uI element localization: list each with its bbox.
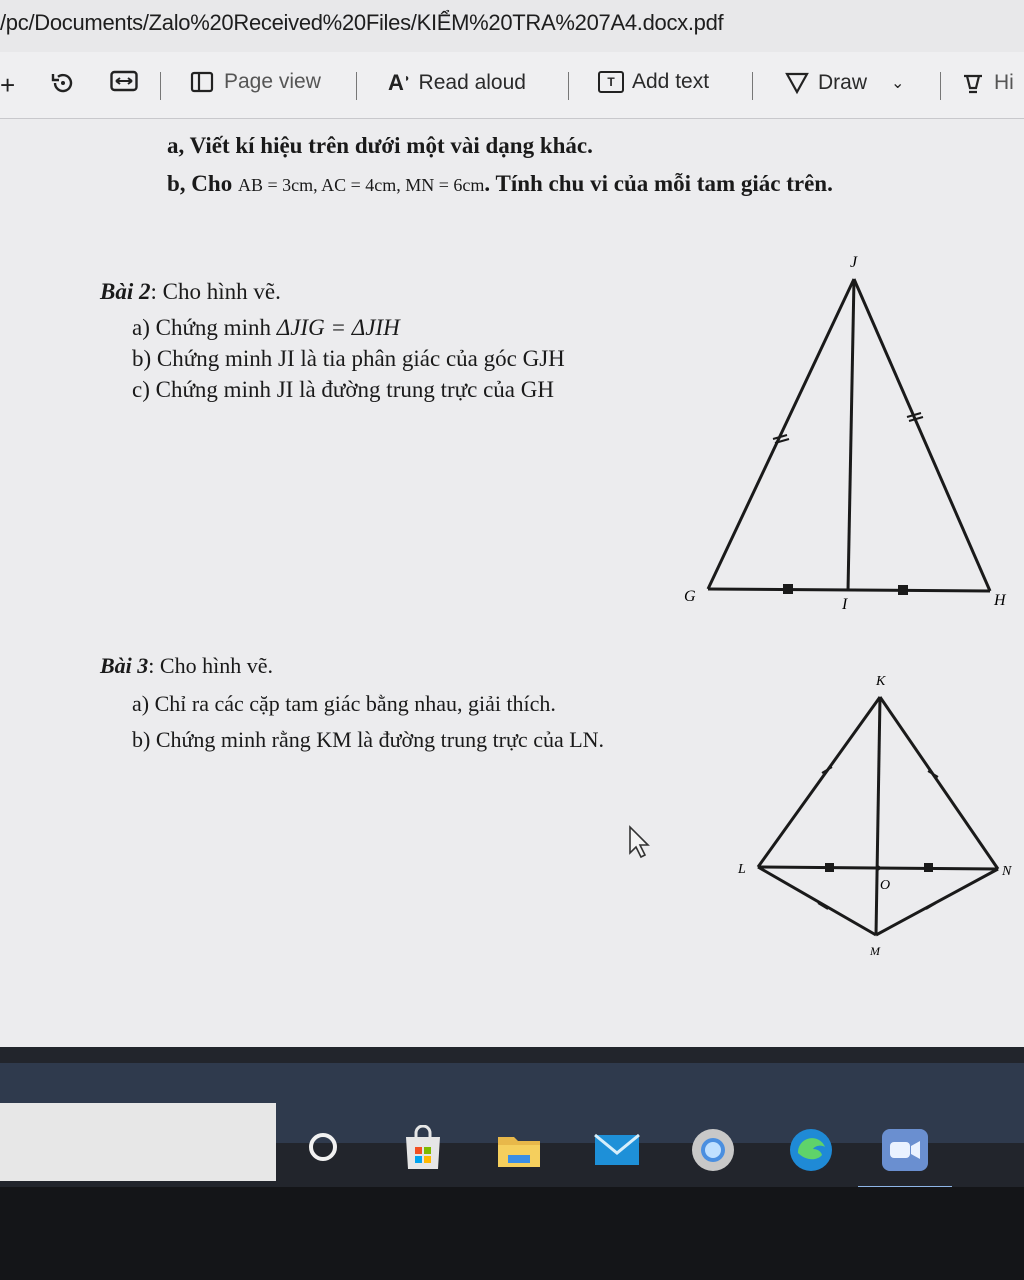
- bai1-part-b: [167, 171, 833, 197]
- label-n: N: [1002, 864, 1012, 879]
- page-view-label: Page view: [224, 70, 321, 93]
- zoom-in-icon[interactable]: +: [0, 70, 16, 100]
- chevron-down-icon[interactable]: ⌄: [891, 75, 905, 92]
- bai2-item-a: [132, 315, 400, 341]
- bai1-part-b-prefix: b, Cho: [167, 171, 238, 196]
- segment-ji: [848, 279, 854, 591]
- pdf-toolbar: [0, 52, 1024, 119]
- segment-kn: [880, 697, 998, 869]
- bai2-item-a-math: ΔJIG = ΔJIH: [276, 315, 400, 340]
- highlight-label: Hi: [994, 71, 1014, 94]
- store-icon[interactable]: [398, 1125, 448, 1175]
- add-text-icon: T: [598, 71, 624, 93]
- bai3-item-b-text: Chứng minh rằng KM là đường trung trực của LN.: [155, 727, 605, 752]
- label-m: M: [870, 944, 880, 958]
- bai2-item-b: [132, 346, 565, 372]
- bai2-item-c: [132, 377, 554, 403]
- segment-jg: [708, 279, 854, 589]
- search-circle-icon[interactable]: [298, 1125, 348, 1175]
- bai2-item-b-text: Chứng minh JI là tia phân giác của góc GJH: [156, 346, 565, 371]
- bai3-item-a: [132, 691, 556, 717]
- add-text-label: Add text: [632, 70, 710, 93]
- label-g: G: [684, 588, 696, 605]
- bai3-item-a-marker: a): [132, 691, 150, 716]
- bai2-heading: [100, 279, 281, 305]
- bai3-item-a-text: Chỉ ra các cặp tam giác bằng nhau, giải thích.: [154, 691, 556, 716]
- label-j: J: [850, 254, 858, 271]
- read-aloud-button[interactable]: [388, 70, 526, 96]
- segment-kl: [758, 697, 880, 867]
- bai2-title: Bài 2: [100, 279, 151, 304]
- fit-width-icon[interactable]: [110, 70, 138, 92]
- read-aloud-icon: A◗: [388, 70, 411, 95]
- pdf-page[interactable]: [0, 119, 1024, 1047]
- monitor-bezel: [0, 1187, 1024, 1280]
- bai2-item-c-marker: c): [132, 377, 150, 402]
- chrome-icon[interactable]: [688, 1125, 738, 1175]
- bai2-intro: : Cho hình vẽ.: [150, 279, 281, 304]
- file-explorer-icon[interactable]: [494, 1125, 544, 1175]
- label-k: K: [876, 674, 886, 689]
- highlight-icon: [960, 70, 986, 96]
- bai3-item-b: [132, 727, 604, 753]
- bai2-item-c-text: Chứng minh JI là đường trung trực của GH: [155, 377, 554, 402]
- bai2-triangle-figure: [680, 249, 1020, 619]
- bai1-part-b-math: AB = 3cm, AC = 4cm, MN = 6cm: [237, 175, 485, 195]
- draw-button[interactable]: [784, 70, 904, 96]
- bai3-heading: [100, 653, 273, 679]
- taskbar-search-box[interactable]: [0, 1103, 276, 1181]
- url-text[interactable]: /pc/Documents/Zalo%20Received%20Files/KIỂM%20TRA%207A4.docx.pdf: [0, 10, 724, 35]
- bai2-item-a-text: Chứng minh: [155, 315, 277, 340]
- segment-km: [876, 697, 880, 935]
- bai2-item-b-marker: b): [132, 346, 152, 371]
- segment-gh: [708, 589, 990, 591]
- bai3-intro: : Cho hình vẽ.: [148, 653, 273, 678]
- segment-lm: [758, 867, 876, 935]
- draw-icon: [784, 70, 810, 96]
- bai1-part-a: a, Viết kí hiệu trên dưới một vài dạng khác.: [167, 133, 593, 158]
- bai2-item-a-marker: a): [132, 315, 150, 340]
- read-aloud-label: Read aloud: [418, 71, 526, 94]
- label-o: O: [880, 878, 891, 893]
- highlight-button[interactable]: [960, 70, 1014, 96]
- label-l: L: [738, 862, 746, 877]
- add-text-button[interactable]: [598, 70, 709, 94]
- edge-icon[interactable]: [786, 1125, 836, 1175]
- draw-label: Draw: [818, 71, 868, 94]
- segment-nm: [876, 869, 998, 935]
- mail-icon[interactable]: [592, 1125, 642, 1175]
- page-view-button[interactable]: [190, 70, 321, 94]
- bai1-part-b-suffix: . Tính chu vi của mỗi tam giác trên.: [484, 171, 833, 196]
- bai3-title: Bài 3: [100, 653, 149, 678]
- taskbar: [0, 1047, 1024, 1280]
- label-h: H: [994, 592, 1006, 609]
- segment-jh: [854, 279, 990, 591]
- bai3-kite-figure: [730, 667, 1024, 967]
- rotate-icon[interactable]: [50, 70, 76, 96]
- address-bar[interactable]: [0, 0, 1024, 53]
- label-i: I: [842, 596, 848, 613]
- mouse-cursor-icon: [628, 825, 652, 859]
- page-view-icon: [190, 70, 216, 94]
- zoom-icon[interactable]: [880, 1125, 930, 1175]
- bai3-item-b-marker: b): [132, 727, 151, 752]
